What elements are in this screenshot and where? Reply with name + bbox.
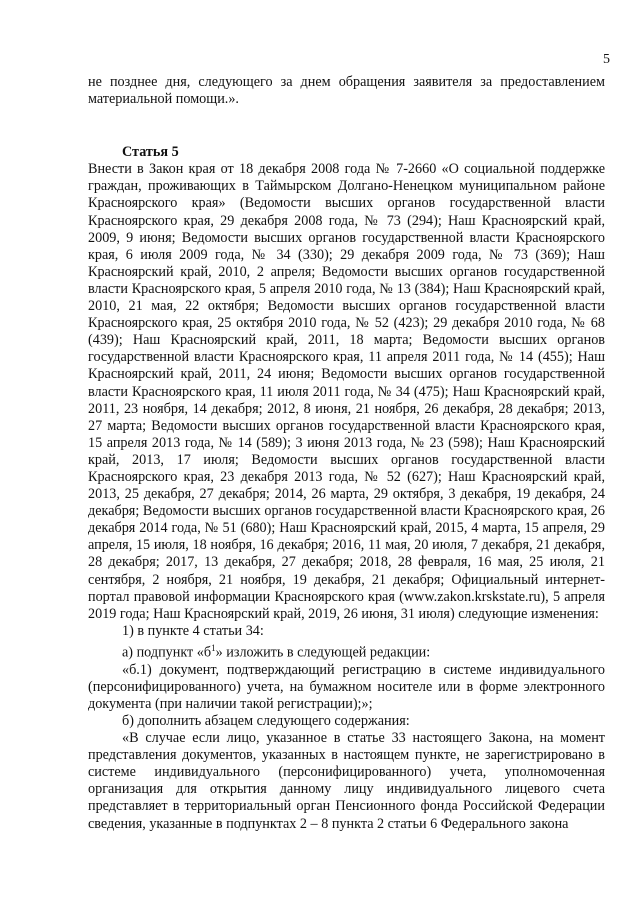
section-spacer [88,108,605,144]
item-1: 1) в пункте 4 статьи 34: [122,622,264,639]
article-paragraph [88,144,605,623]
quoted-subitem-b1: «б.1) документ, подтверждающий регистрацию в системе индивидуального (персонифицированного) учета, на бумажном носителе или в форме электронного документа (при наличии такой регистрации);»; [88,661,605,712]
quoted-paragraph: «В случае если лицо, указанное в статье 33 настоящего Закона, на момент представления документов, указанных в настоящем пункте, не зарегистрировано в системе индивидуального (персонифицированного) учета, уполномоченная организация для открытия данному лицу индивидуального лицевого счета представляет в территориальный орган Пенсионного фонда Российской Федерации сведения, указанные в подпунктах 2 – 8 пункта 2 статьи 6 Федерального закона [88,730,605,832]
subitem-a-post: » изложить в следующей редакции: [215,644,431,661]
page-number: 5 [603,52,610,67]
paragraph-continuation: не позднее дня, следующего за днем обращения заявителя за предоставлением материальной помощи.». [88,74,605,108]
article-heading: Статья 5 [122,144,179,161]
article-intro-text: Внести в Закон края от 18 декабря 2008 года № 7-2660 «О социальной поддержке граждан, проживающих в Таймырском Долгано-Ненецком муниципальном районе Красноярского края» (Ведомости высших органов государственной власти Красноярского края, 29 декабря 2008 года, № 73 (294); Наш Красноярский край, 2009, 9 июня; Ведомости высших органов государственной власти Красноярского края, 6 июля 2009 года, № 34 (330); 29 декабря 2009 года, № 73 (369); Наш Красноярский край, 2010, 2 апреля; Ведомости высших органов государственной власти Красноярского края, 5 апреля 2010 года, № 13 (384); Наш Красноярский край, 2010, 21 мая, 22 октября; Ведомости высших органов государственной власти Красноярского края, 25 октября 2010 года, № 52 (423); 29 декабря 2010 года, № 68 (439); Наш Красноярский край, 2011, 18 марта; Ведомости высших органов государственной власти Красноярского края, 11 апреля 2011 года, № 14 (455); Наш Красноярский край, 2011, 24 июня; Ведомости высших органов государственной власти Красноярского края, 11 июля 2011 года, № 34 (475); Наш Красноярский край, 2011, 23 ноября, 14 декабря; 2012, 8 июня, 21 ноября, 26 декабря, 28 декабря; 2013, 27 марта; Ведомости высших органов государственной власти Красноярского края, 15 апреля 2013 года, № 14 (589); 3 июня 2013 года, № 23 (598); Наш Красноярский край, 2013, 17 июля; Ведомости высших органов государственной власти Красноярского края, 23 декабря 2013 года, № 52 (627); Наш Красноярский край, 2013, 25 декабря, 27 декабря; 2014, 26 марта, 29 октября, 3 декабря, 19 декабря, 24 декабря; Ведомости высших органов государственной власти Красноярского края, 26 декабря 2014 года, № 51 (680); Наш Красноярский край, 2015, 4 марта, 15 апреля, 29 апреля, 15 июля, 18 ноября, 16 декабря; 2016, 11 мая, 20 июля, 7 декабря, 21 декабря, 28 декабря; 2017, 13 декабря, 27 декабря; 2018, 28 февраля, 16 мая, 25 июля, 21 сентября, 2 ноября, 21 ноября, 19 декабря, 21 декабря; Официальный интернет-портал правовой информации Красноярского края (www.zakon.krskstate.ru), 5 апреля 2019 года; Наш Красноярский край, 2019, 26 июня, 31 июля) следующие изменения: [88,161,605,622]
subitem-a-sup: 1 [211,642,216,653]
subitem-a-pre: а) подпункт «б [122,644,212,661]
document-body [88,74,605,833]
subitem-b: б) дополнить абзацем следующего содержания: [122,713,410,730]
subitem-a [88,640,605,662]
